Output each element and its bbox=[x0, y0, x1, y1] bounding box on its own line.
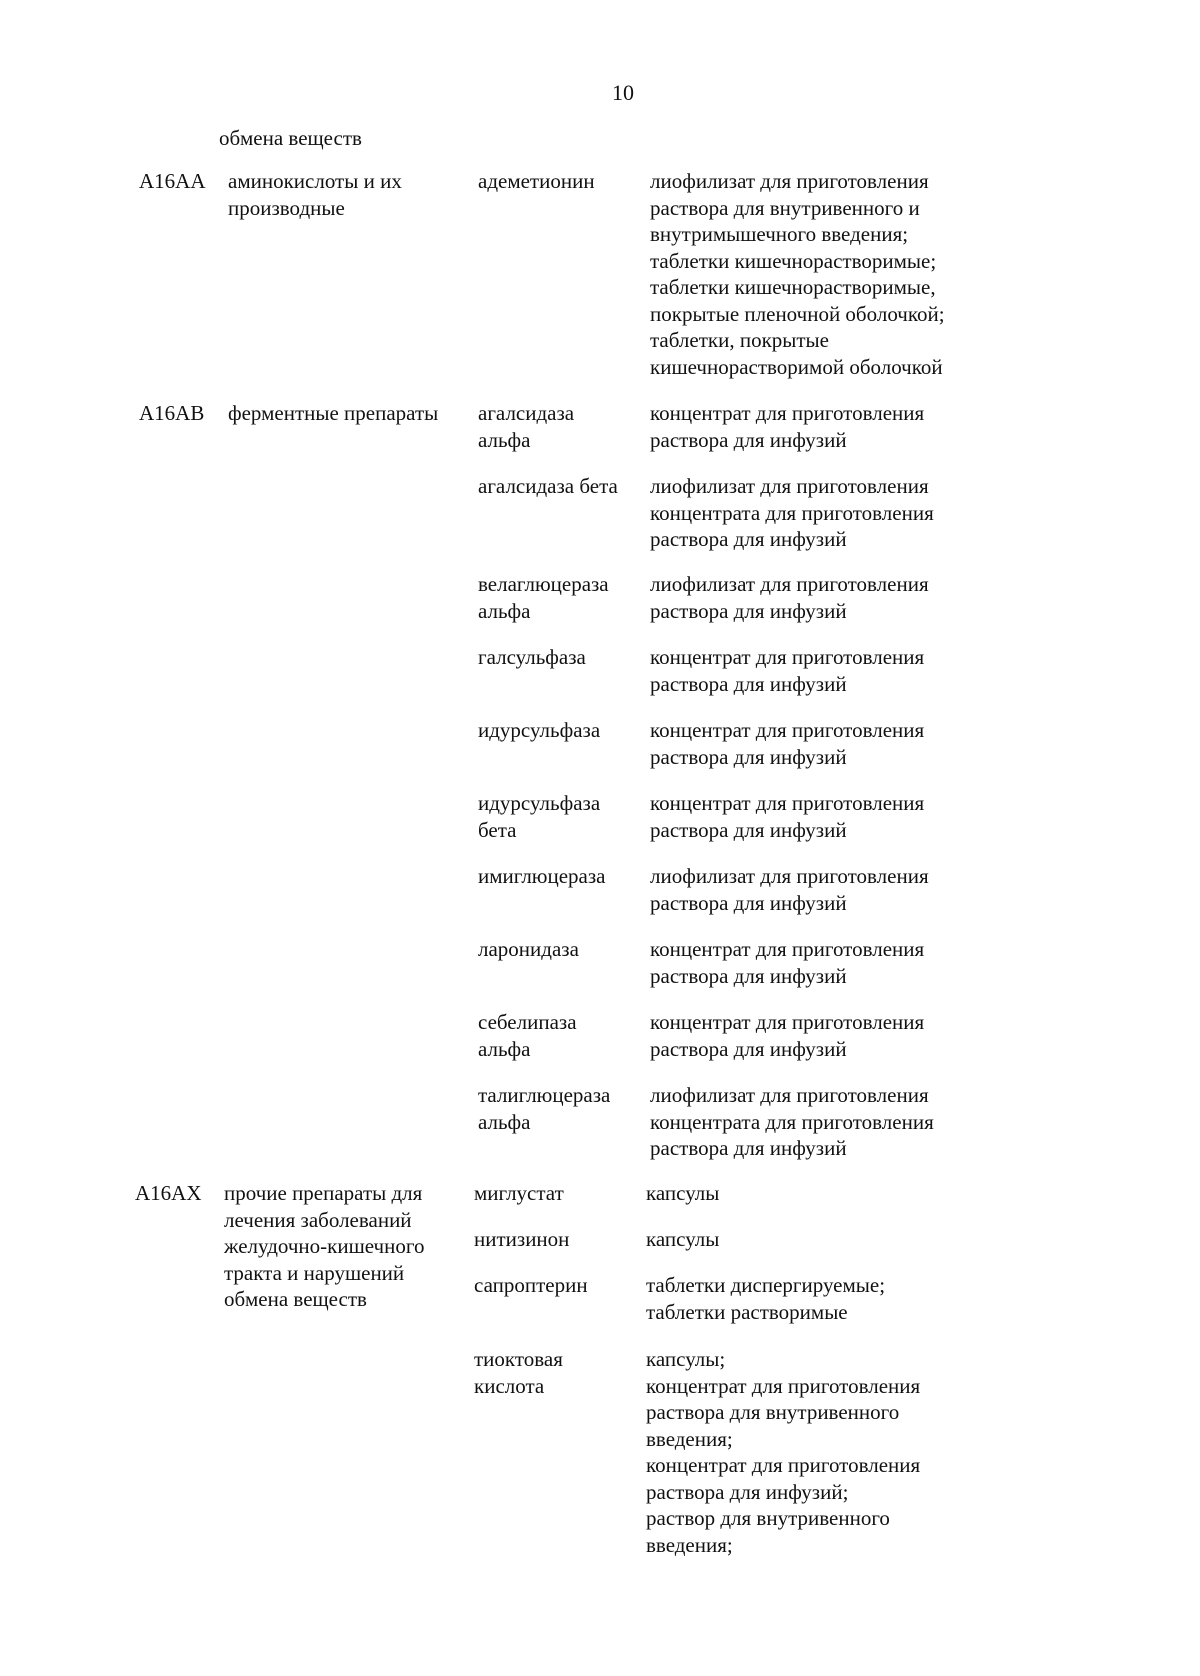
drug-name: галсульфаза bbox=[478, 645, 586, 669]
dosage-forms: лиофилизат для приготовления раствора для внутривенного и внутримышечного введения; таблетки кишечнорастворимые; таблетки кишечнорастворимые, покрытые пленочной оболочкой; таблетки, покрытые кишечнорастворимой оболочкой bbox=[650, 169, 945, 379]
dosage-forms: лиофилизат для приготовления раствора для инфузий bbox=[650, 572, 929, 623]
continuation-text: обмена веществ bbox=[219, 126, 362, 150]
dosage-forms: концентрат для приготовления раствора для инфузий bbox=[650, 401, 925, 452]
drug-name: миглустат bbox=[474, 1181, 564, 1205]
atc-code: A16AX bbox=[135, 1181, 202, 1205]
dosage-forms: капсулы; концентрат для приготовления раствора для внутривенного введения; концентрат для приготовления раствора для инфузий; раствор для внутривенного введения; bbox=[646, 1347, 921, 1557]
page-number: 10 bbox=[612, 80, 634, 105]
group-name: прочие препараты для лечения заболеваний желудочно-кишечного тракта и нарушений обмена веществ bbox=[224, 1181, 425, 1311]
drug-name: велаглюцераза альфа bbox=[478, 572, 609, 623]
dosage-forms: капсулы bbox=[646, 1227, 720, 1251]
drug-name: адеметионин bbox=[478, 169, 595, 193]
dosage-forms: лиофилизат для приготовления концентрата для приготовления раствора для инфузий bbox=[650, 1083, 934, 1160]
drug-name: агалсидаза альфа bbox=[478, 401, 575, 452]
dosage-forms: лиофилизат для приготовления раствора для инфузий bbox=[650, 864, 929, 915]
dosage-forms: концентрат для приготовления раствора для инфузий bbox=[650, 718, 925, 769]
drug-name: идурсульфаза бета bbox=[478, 791, 601, 842]
drug-name: имиглюцераза bbox=[478, 864, 606, 888]
dosage-forms: таблетки диспергируемые; таблетки растворимые bbox=[646, 1273, 886, 1324]
drug-name: ларонидаза bbox=[478, 937, 579, 961]
drug-name: талиглюцераза альфа bbox=[478, 1083, 611, 1134]
atc-code: A16AA bbox=[139, 169, 206, 193]
dosage-forms: лиофилизат для приготовления концентрата для приготовления раствора для инфузий bbox=[650, 474, 934, 551]
group-name: ферментные препараты bbox=[228, 401, 439, 425]
dosage-forms: концентрат для приготовления раствора для инфузий bbox=[650, 937, 925, 988]
drug-name: нитизинон bbox=[474, 1227, 570, 1251]
dosage-forms: концентрат для приготовления раствора для инфузий bbox=[650, 791, 925, 842]
group-name: аминокислоты и их производные bbox=[228, 169, 402, 220]
drug-name: идурсульфаза bbox=[478, 718, 601, 742]
drug-name: агалсидаза бета bbox=[478, 474, 618, 498]
dosage-forms: концентрат для приготовления раствора для инфузий bbox=[650, 645, 925, 696]
drug-name: тиоктовая кислота bbox=[474, 1347, 563, 1398]
drug-name: себелипаза альфа bbox=[478, 1010, 577, 1061]
drug-name: сапроптерин bbox=[474, 1273, 588, 1297]
atc-code: A16AB bbox=[139, 401, 205, 425]
dosage-forms: капсулы bbox=[646, 1181, 720, 1205]
dosage-forms: концентрат для приготовления раствора для инфузий bbox=[650, 1010, 925, 1061]
